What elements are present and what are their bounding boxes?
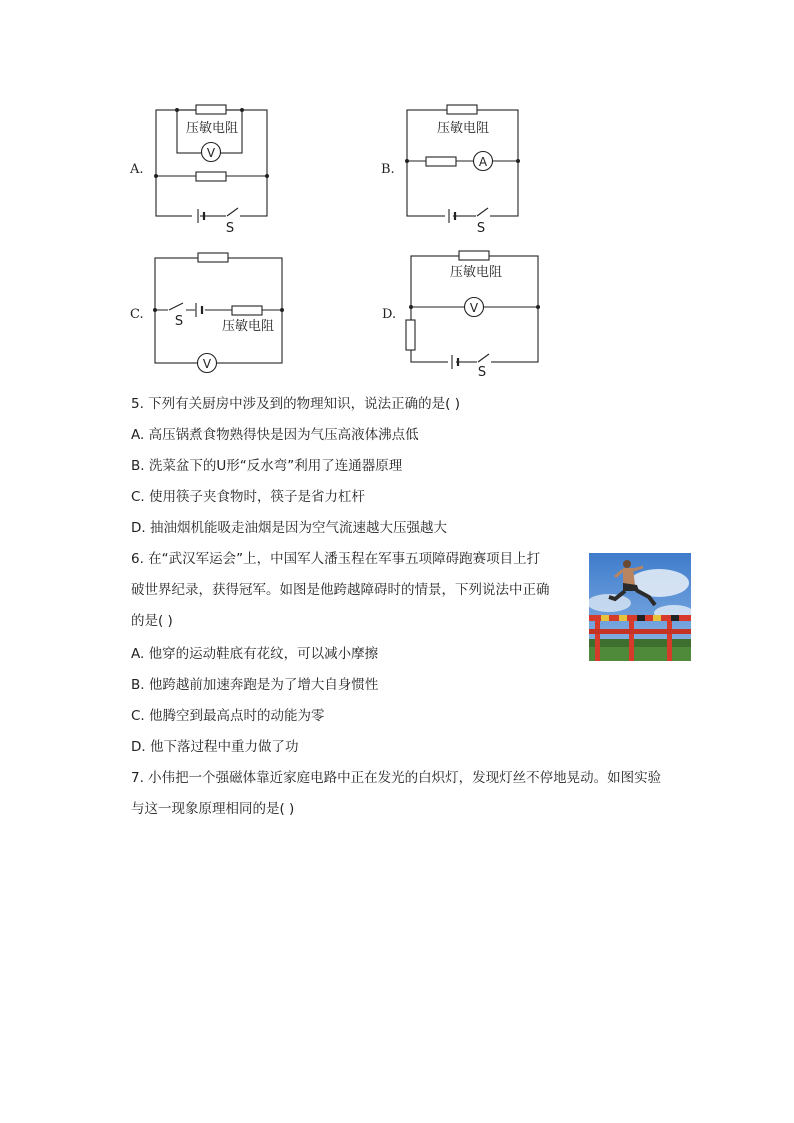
circuit-a-resistor-label: 压敏电阻 xyxy=(185,121,239,136)
q7-stem-line-1: 7. 小伟把一个强磁体靠近家庭电路中正在发光的白炽灯，发现灯丝不停地晃动。如图实验 xyxy=(131,770,662,786)
option-d-letter: D. xyxy=(382,307,397,322)
circuit-c-switch-label: S xyxy=(174,314,184,329)
circuit-b-meter-label: A xyxy=(478,155,488,169)
circuit-d-meter-label: V xyxy=(469,301,479,315)
q6-option-b: B. 他跨越前加速奔跑是为了增大自身惯性 xyxy=(131,677,379,693)
q5-stem: 5. 下列有关厨房中涉及到的物理知识，说法正确的是( ) xyxy=(131,396,460,412)
q5-option-b: B. 洗菜盆下的U形“反水弯”利用了连通器原理 xyxy=(131,458,403,474)
circuit-c xyxy=(155,253,282,373)
q7-stem-line-2: 与这一现象原理相同的是( ) xyxy=(131,801,295,817)
circuit-diagrams xyxy=(0,0,794,390)
q6-option-d: D. 他下落过程中重力做了功 xyxy=(131,739,299,755)
q6-stem-line-3: 的是( ) xyxy=(131,613,173,629)
option-a-letter: A. xyxy=(130,162,144,177)
circuit-a-switch-label: S xyxy=(225,221,235,236)
hurdle-jump-photo xyxy=(589,553,691,661)
q5-option-d: D. 抽油烟机能吸走油烟是因为空气流速越大压强越大 xyxy=(131,520,447,536)
circuit-b-resistor-label: 压敏电阻 xyxy=(436,121,490,136)
circuit-d-resistor-label: 压敏电阻 xyxy=(449,265,503,280)
circuit-d-switch-label: S xyxy=(477,365,487,380)
option-b-letter: B. xyxy=(381,162,395,177)
circuit-a-meter-label: V xyxy=(206,146,216,160)
circuit-c-meter-label: V xyxy=(202,357,212,371)
q6-option-a: A. 他穿的运动鞋底有花纹，可以减小摩擦 xyxy=(131,646,379,662)
q6-stem-line-1: 6. 在“武汉军运会”上，中国军人潘玉程在军事五项障碍跑赛项目上打 xyxy=(131,551,541,567)
q6-option-c: C. 他腾空到最高点时的动能为零 xyxy=(131,708,325,724)
option-c-letter: C. xyxy=(130,307,144,322)
circuit-c-resistor-label: 压敏电阻 xyxy=(221,319,275,334)
q6-stem-line-2: 破世界纪录，获得冠军。如图是他跨越障碍时的情景，下列说法中正确 xyxy=(131,582,550,598)
q5-option-c: C. 使用筷子夹食物时，筷子是省力杠杆 xyxy=(131,489,366,505)
q5-option-a: A. 高压锅煮食物熟得快是因为气压高液体沸点低 xyxy=(131,427,419,443)
circuit-b-switch-label: S xyxy=(476,221,486,236)
